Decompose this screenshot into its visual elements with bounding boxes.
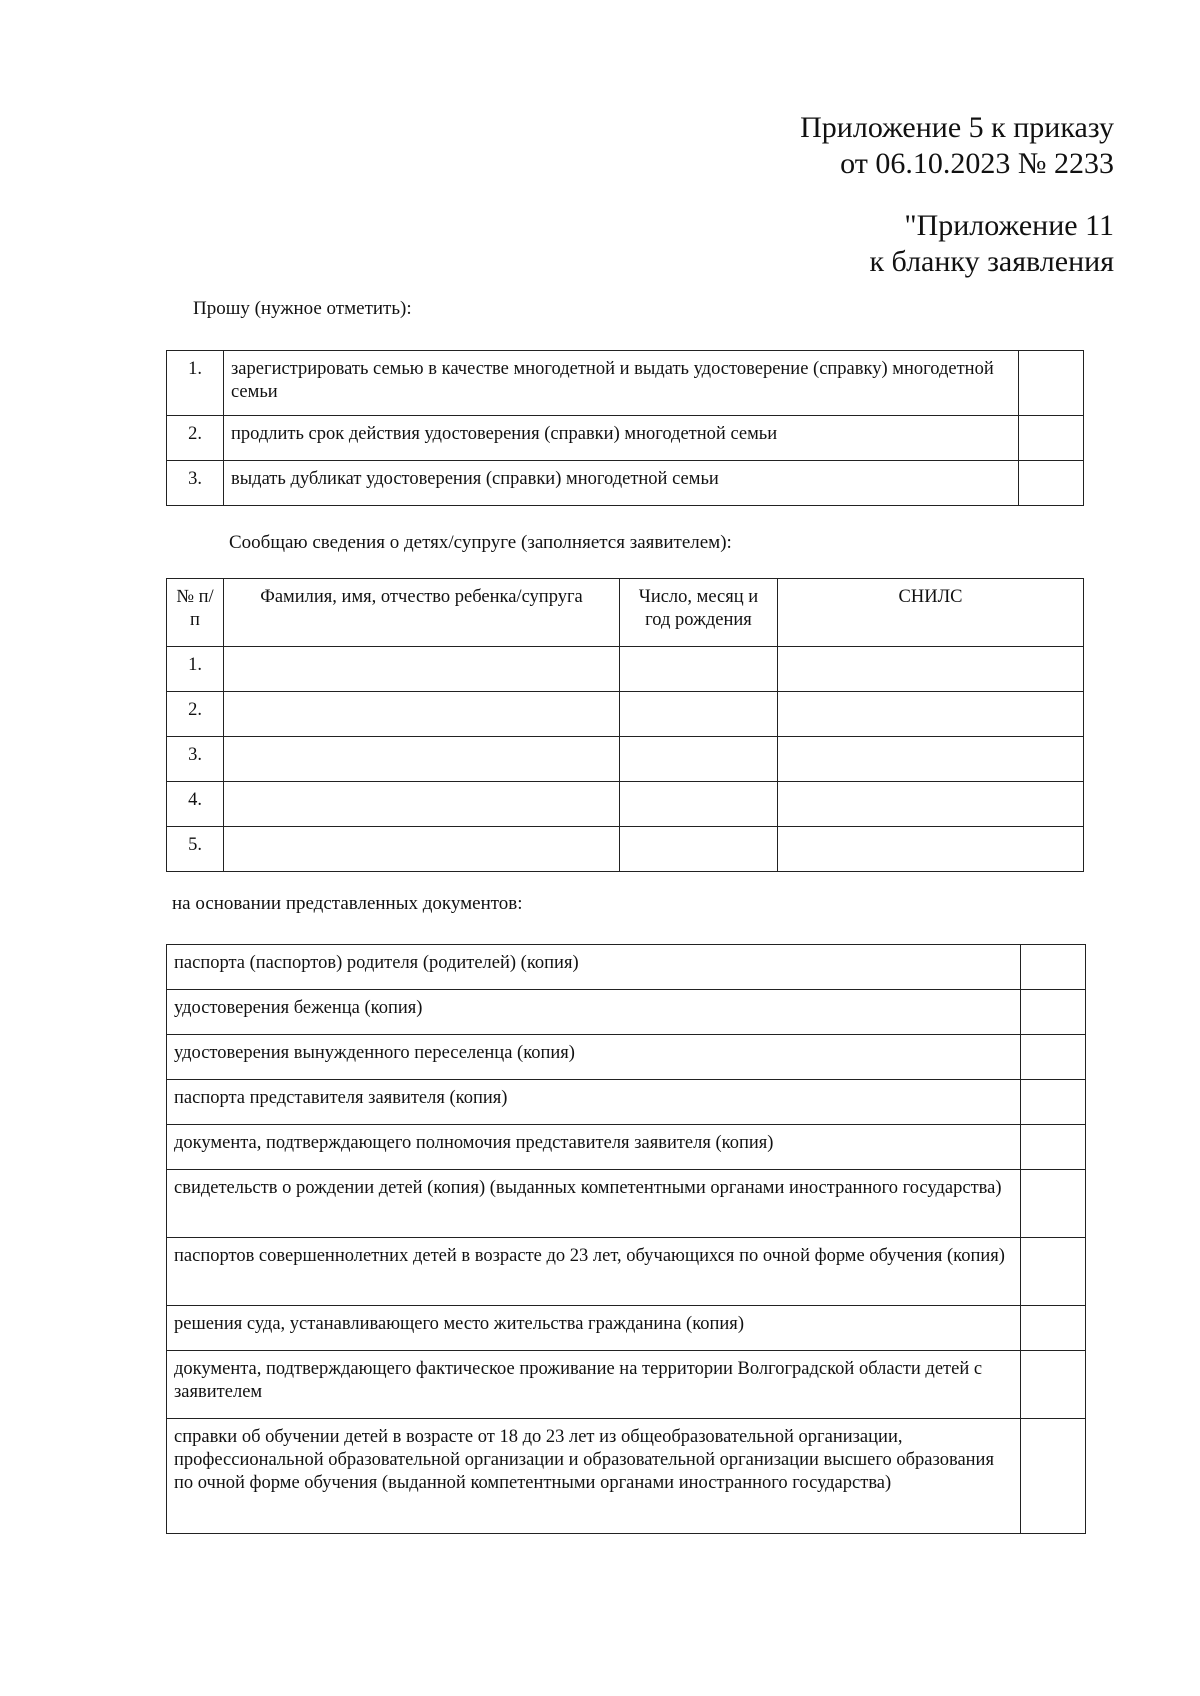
document-row-text: удостоверения беженца (копия)	[167, 990, 1021, 1035]
child-birth-date-field[interactable]	[620, 647, 778, 692]
child-row-number: 1.	[167, 647, 224, 692]
document-row-text: паспорта представителя заявителя (копия)	[167, 1080, 1021, 1125]
request-row	[167, 416, 1084, 461]
request-checkbox[interactable]	[1019, 416, 1084, 461]
child-row	[167, 782, 1084, 827]
request-row-text: зарегистрировать семью в качестве многодетной и выдать удостоверение (справку) многодетной семьи	[224, 351, 1019, 416]
request-row	[167, 461, 1084, 506]
document-row-text: свидетельств о рождении детей (копия) (выданных компетентными органами иностранного государства)	[167, 1170, 1021, 1238]
child-row-number: 2.	[167, 692, 224, 737]
documents-table	[166, 944, 1086, 1534]
request-row-text: продлить срок действия удостоверения (справки) многодетной семьи	[224, 416, 1019, 461]
order-appendix-line: Приложение 5 к приказу	[800, 111, 1114, 144]
request-row-number: 1.	[167, 351, 224, 416]
document-checkbox[interactable]	[1021, 1306, 1086, 1351]
document-checkbox[interactable]	[1021, 1080, 1086, 1125]
request-row-text: выдать дубликат удостоверения (справки) многодетной семьи	[224, 461, 1019, 506]
child-row	[167, 647, 1084, 692]
child-row	[167, 692, 1084, 737]
children-table	[166, 578, 1084, 872]
request-row	[167, 351, 1084, 416]
child-name-field[interactable]	[224, 827, 620, 872]
document-row	[167, 1125, 1086, 1170]
request-checkbox[interactable]	[1019, 461, 1084, 506]
column-header-full-name: Фамилия, имя, отчество ребенка/супруга	[224, 579, 620, 647]
document-checkbox[interactable]	[1021, 1419, 1086, 1534]
child-birth-date-field[interactable]	[620, 692, 778, 737]
child-row	[167, 737, 1084, 782]
document-row-text: документа, подтверждающего фактическое проживание на территории Волгоградской области детей с заявителем	[167, 1351, 1021, 1419]
document-row-text: справки об обучении детей в возрасте от 18 до 23 лет из общеобразовательной организации, профессиональной образовательной организации и образовательной организации высшего образования по очной форме обучения (выданной компетентными органами иностранного государства)	[167, 1419, 1021, 1534]
document-checkbox[interactable]	[1021, 1035, 1086, 1080]
document-checkbox[interactable]	[1021, 1351, 1086, 1419]
child-row-number: 3.	[167, 737, 224, 782]
child-snils-field[interactable]	[778, 737, 1084, 782]
child-snils-field[interactable]	[778, 827, 1084, 872]
child-birth-date-field[interactable]	[620, 782, 778, 827]
appendix-title-line: "Приложение 11	[904, 209, 1114, 242]
document-checkbox[interactable]	[1021, 945, 1086, 990]
child-name-field[interactable]	[224, 737, 620, 782]
order-date-line: от 06.10.2023 № 2233	[840, 147, 1114, 180]
document-row	[167, 1351, 1086, 1419]
appendix-subtitle-line: к бланку заявления	[869, 245, 1114, 278]
request-intro: Прошу (нужное отметить):	[193, 298, 412, 319]
column-header-birth-date: Число, месяц и год рождения	[620, 579, 778, 647]
document-checkbox[interactable]	[1021, 1238, 1086, 1306]
column-header-number: № п/п	[167, 579, 224, 647]
child-row	[167, 827, 1084, 872]
document-row	[167, 990, 1086, 1035]
documents-intro: на основании представленных документов:	[172, 893, 523, 914]
child-row-number: 5.	[167, 827, 224, 872]
document-checkbox[interactable]	[1021, 1125, 1086, 1170]
document-checkbox[interactable]	[1021, 990, 1086, 1035]
child-birth-date-field[interactable]	[620, 827, 778, 872]
children-intro: Сообщаю сведения о детях/супруге (заполняется заявителем):	[229, 532, 732, 553]
document-row	[167, 1170, 1086, 1238]
order-reference	[800, 110, 1114, 182]
request-table	[166, 350, 1084, 506]
child-name-field[interactable]	[224, 647, 620, 692]
form-appendix-reference	[869, 208, 1114, 280]
child-row-number: 4.	[167, 782, 224, 827]
document-row	[167, 1306, 1086, 1351]
document-row-text: удостоверения вынужденного переселенца (копия)	[167, 1035, 1021, 1080]
document-row-text: паспорта (паспортов) родителя (родителей) (копия)	[167, 945, 1021, 990]
child-name-field[interactable]	[224, 692, 620, 737]
child-name-field[interactable]	[224, 782, 620, 827]
document-row	[167, 1080, 1086, 1125]
document-row-text: паспортов совершеннолетних детей в возрасте до 23 лет, обучающихся по очной форме обучения (копия)	[167, 1238, 1021, 1306]
document-row	[167, 1238, 1086, 1306]
document-row	[167, 945, 1086, 990]
document-row-text: документа, подтверждающего полномочия представителя заявителя (копия)	[167, 1125, 1021, 1170]
children-header-row	[167, 579, 1084, 647]
document-checkbox[interactable]	[1021, 1170, 1086, 1238]
child-snils-field[interactable]	[778, 782, 1084, 827]
document-row-text: решения суда, устанавливающего место жительства гражданина (копия)	[167, 1306, 1021, 1351]
child-birth-date-field[interactable]	[620, 737, 778, 782]
request-checkbox[interactable]	[1019, 351, 1084, 416]
column-header-snils: СНИЛС	[778, 579, 1084, 647]
child-snils-field[interactable]	[778, 692, 1084, 737]
document-row	[167, 1035, 1086, 1080]
request-row-number: 3.	[167, 461, 224, 506]
child-snils-field[interactable]	[778, 647, 1084, 692]
document-row	[167, 1419, 1086, 1534]
request-row-number: 2.	[167, 416, 224, 461]
